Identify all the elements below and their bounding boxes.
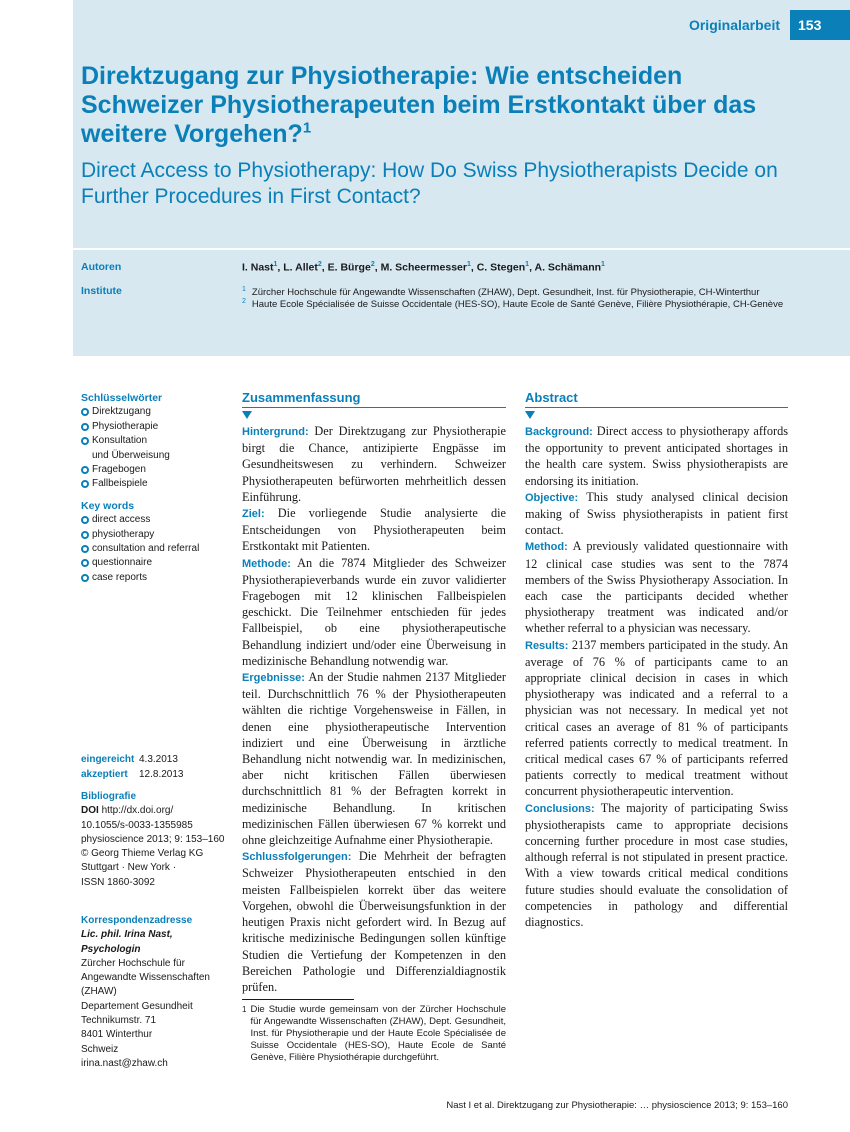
- abstract-paragraph: [525, 637, 788, 800]
- institute-1-number: 1: [242, 286, 246, 293]
- circle-bullet-icon: [81, 574, 89, 582]
- footnote-mark: 1: [242, 1005, 247, 1014]
- keyword-de-item: [81, 434, 231, 463]
- accepted-date: 12.8.2013: [139, 769, 184, 780]
- circle-bullet-icon: [81, 480, 89, 488]
- keyword-de-text: Konsultation: [92, 435, 148, 447]
- keywords-en-list: [81, 513, 231, 585]
- abstract-lead: Objective:: [525, 491, 579, 504]
- author-name: C. Stegen: [476, 261, 526, 274]
- zusammenfassung-text: An der Studie nahmen 2137 Mitglieder teil. Durchschnittlich 76 % der Physiotherapeuten wählten die richtige Vorgehensweise in Fällen, in denen eine physiotherapeutische Intervention indiziert und eine Überweisung in ärztliche Behandlung nicht notwendig war. In medizinischen, aber nicht kritischen Fällen überwiesen durchschnittlich 81 % der Befragten korrekt in medizinische Behandlung. In kritischen medizinischen Fällen überwiesen 67 % korrekt und ohne gleichzeitige Aufnahme einer Physiotherapie.: [242, 670, 506, 848]
- abstract-text: 2137 members participated in the study. An average of 76 % of participants came to an appropriate clinical decision in cases in which physiotherapy was indicated and a referral to a physician was not necessary. In medical yet not critical cases an average of 81 % of participants referred patients correctly to medical treatment. In critical medical cases 67 % of participants referred patients correctly to medical treatment without concurrent physiotherapeutic intervention.: [525, 637, 788, 799]
- abstract-text: This study analysed clinical decision making of Swiss physiotherapists in patient first contact.: [525, 489, 788, 538]
- author-affiliation: 2: [317, 261, 322, 268]
- abstract-text: Direct access to physiotherapy affords the opportunity to prevent anticipated shortages in the health care system. Swiss physiotherapists are endorsing its initiation.: [525, 424, 788, 488]
- keyword-en-text: physiotherapy: [92, 528, 155, 540]
- circle-bullet-icon: [81, 531, 89, 539]
- institute-1-text: Zürcher Hochschule für Angewandte Wissenschaften (ZHAW), Dept. Gesundheit, Inst. für Physiotherapie, CH-Winterthur: [251, 287, 760, 299]
- zusammenfassung-body: [242, 423, 506, 995]
- zusammenfassung-paragraph: [242, 423, 506, 505]
- accepted-label: akzeptiert: [81, 769, 128, 780]
- zusammenfassung-heading: [242, 390, 506, 405]
- correspondence-label: Korrespondenzadresse: [81, 915, 193, 926]
- keyword-en-item: [81, 542, 231, 556]
- title-german: [81, 62, 801, 149]
- abstract-heading-text: Abstract: [525, 390, 578, 405]
- address-line: Departement Gesundheit: [81, 1000, 193, 1012]
- abstract-lead: Results:: [525, 639, 569, 652]
- institute-2-text: Haute Ecole Spécialisée de Suisse Occidentale (HES-SO), Haute Ecole de Santé Genève, Filière Physiothérapie, CH-Genève: [251, 299, 784, 311]
- footnote-text: Die Studie wurde gemeinsam von der Zürcher Hochschule für Angewandte Wissenschaften (ZHAW), Dept. Gesundheit, Inst. für Physiotherapie und der Haute Ecole Spécialisée de Suisse Occidentale (HES-SO), Haute Ecole de Santé Genève, Filière Physiothérapie durchgeführt.: [250, 1004, 506, 1063]
- address-line: Zürcher Hochschule für: [81, 957, 185, 969]
- zusammenfassung-paragraph: [242, 669, 506, 848]
- keywords-de-list: [81, 405, 231, 491]
- circle-bullet-icon: [81, 466, 89, 474]
- circle-bullet-icon: [81, 437, 89, 445]
- keywords-en-label: Key words: [81, 499, 135, 512]
- keyword-de-item: [81, 477, 231, 491]
- zusammenfassung-rule: [242, 407, 506, 408]
- triangle-down-icon: [525, 411, 535, 419]
- zusammenfassung-text: Die Mehrheit der befragten Schweizer Physiotherapeuten entschied in den meisten Fallbeispielen korrekt über das weitere Vorgehen, obwohl die Überweisungsfunktion in der heutigen Praxis nicht gefordert wird. In Bezug auf kritische medizinische Bedingungen sollen künftige Studien die Vertiefung der Kompetenzen in den Bereichen Pathologie und Differenzialdiagnostik prüfen.: [242, 849, 506, 994]
- title-english: Direct Access to Physiotherapy: How Do Swiss Physiotherapists Decide on Further Procedures in First Contact?: [81, 159, 778, 208]
- circle-bullet-icon: [81, 408, 89, 416]
- author-affiliation: 1: [601, 261, 605, 268]
- keywords-sidebar: [81, 391, 231, 585]
- address-line: Angewandte Wissenschaften: [81, 972, 210, 984]
- keyword-de-text: Fallbeispiele: [92, 478, 148, 490]
- doi-label: DOI: [81, 805, 99, 817]
- keyword-en-text: consultation and referral: [92, 543, 200, 555]
- address-line: Schweiz: [81, 1043, 119, 1055]
- keyword-en-item: [81, 556, 231, 570]
- abstract-paragraph: [525, 489, 788, 539]
- circle-bullet-icon: [81, 423, 89, 431]
- institutes-label: Institute: [81, 285, 122, 297]
- zusammenfassung-paragraph: [242, 505, 506, 555]
- author-affiliation: 1: [466, 261, 471, 268]
- abstract-lead: Background:: [525, 426, 593, 438]
- abstract-paragraph: [525, 800, 788, 931]
- author-affiliation: 2: [370, 261, 375, 268]
- received-row: [81, 752, 231, 767]
- abstract-body: [525, 423, 788, 930]
- zusammenfassung-lead: Methode:: [242, 557, 291, 570]
- institute-2: [242, 298, 783, 310]
- abstract-lead: Conclusions:: [525, 802, 595, 815]
- received-date: 4.3.2013: [139, 754, 178, 765]
- bibliography-block: [81, 790, 231, 890]
- institute-1: [242, 286, 760, 298]
- correspondence-block: [81, 914, 231, 1071]
- keyword-en-item: [81, 528, 231, 542]
- accepted-row: [81, 767, 231, 782]
- keyword-de-text-cont: und Überweisung: [92, 449, 170, 461]
- author-name: A. Schämann: [534, 261, 602, 274]
- keyword-de-text: Physiotherapie: [92, 420, 159, 432]
- keyword-en-item: [81, 571, 231, 585]
- bib-line: physioscience 2013; 9: 153–160: [81, 833, 225, 845]
- correspondent-name: Lic. phil. Irina Nast,: [81, 929, 173, 941]
- zusammenfassung-text: An die 7874 Mitglieder des Schweizer Physiotherapieverbands wurde ein zuvor validierter Fragebogen mit 12 klinischen Fallbeispielen geschickt. Die Teilnehmer entschieden für jedes Fallbeispiel, ob eine physiotherapeutische Behandlung indiziert und/oder eine Überweisung in medizinische Behandlung notwendig war.: [242, 555, 506, 668]
- footnote: [242, 999, 506, 1064]
- author-name: M. Scheermesser: [380, 261, 467, 274]
- zusammenfassung-lead: Ergebnisse:: [242, 672, 305, 685]
- authors-line: I. Nast$^1$, L. Allet$^2$, E. Bürge$^2$, M. Scheermesser$^1$, C. Stegen$^1$, A. Schämann$^1$: [242, 261, 605, 274]
- keyword-en-text: questionnaire: [92, 557, 153, 569]
- title-footnote-mark: 1: [302, 119, 312, 137]
- keyword-de-text: Direktzugang: [92, 406, 151, 418]
- keyword-de-item: [81, 463, 231, 477]
- abstract-rule: [525, 407, 788, 408]
- address-line: 8401 Winterthur: [81, 1029, 153, 1041]
- keyword-en-text: direct access: [92, 514, 151, 526]
- zusammenfassung-paragraph: [242, 555, 506, 669]
- author-affiliation: 1: [273, 261, 278, 268]
- bib-line: 10.1055/s-0033-1355985: [81, 819, 193, 831]
- doi-url[interactable]: http://dx.doi.org/: [101, 805, 174, 817]
- zusammenfassung-lead: Ziel:: [242, 508, 265, 521]
- keyword-de-item: [81, 420, 231, 434]
- author-affiliation: 1: [525, 261, 530, 268]
- abstract-paragraph: [525, 538, 788, 636]
- circle-bullet-icon: [81, 545, 89, 553]
- author-name: E. Bürge: [327, 261, 371, 274]
- triangle-down-icon: [242, 411, 252, 419]
- correspondent-title: Psychologin: [81, 943, 141, 955]
- footnote-entry: [242, 1004, 506, 1064]
- email-link[interactable]: irina.nast@zhaw.ch: [81, 1057, 168, 1069]
- footnote-rule: [242, 999, 354, 1000]
- institute-2-number: 2: [242, 298, 246, 305]
- page-number: 153: [790, 10, 850, 40]
- abstract-text: The majority of participating Swiss physiotherapists came to appropriate decisions concerning further procedure in most case studies, although referral is not stipulated in present practice. With a view towards critical medical conditions future studies should evaluate the consolidation of competencies in pathology and differential diagnostics.: [525, 800, 788, 930]
- received-label: eingereicht: [81, 754, 135, 765]
- bib-line: ISSN 1860-3092: [81, 876, 155, 888]
- author-name: L. Allet: [283, 261, 318, 274]
- keyword-de-text: Fragebogen: [92, 464, 146, 476]
- section-label: Originalarbeit: [688, 17, 780, 33]
- abstract-lead: Method:: [525, 541, 568, 554]
- header-divider: [73, 248, 850, 250]
- bibliography-label: Bibliografie: [81, 791, 137, 802]
- zusammenfassung-text: Der Direktzugang zur Physiotherapie birgt die Chance, antizipierte Engpässe im Gesundheitswesen zu verhindern. Schweizer Physiotherapeuten befürworten mehrheitlich dessen Einführung.: [242, 424, 506, 504]
- address-line: (ZHAW): [81, 986, 117, 998]
- zusammenfassung-text: Die vorliegende Studie analysierte die Entscheidungen von Physiotherapeuten beim Erstkontakt mit Patienten.: [242, 506, 506, 554]
- title-german-text: Direktzugang zur Physiotherapie: Wie entscheiden Schweizer Physiotherapeuten beim Erstkontakt über das weitere Vorgehen?: [81, 62, 757, 148]
- zusammenfassung-heading-text: Zusammenfassung: [242, 390, 361, 405]
- authors-label: Autoren: [81, 261, 122, 273]
- doi-line: [81, 804, 231, 818]
- circle-bullet-icon: [81, 559, 89, 567]
- author-name: I. Nast: [242, 261, 274, 274]
- keyword-en-item: [81, 513, 231, 527]
- abstract-heading: [525, 390, 788, 405]
- keyword-en-text: case reports: [92, 571, 148, 583]
- address-line: Technikumstr. 71: [81, 1015, 157, 1027]
- zusammenfassung-lead: Hintergrund:: [242, 426, 309, 438]
- dates-block: [81, 752, 231, 782]
- keyword-de-item: [81, 405, 231, 419]
- zusammenfassung-paragraph: [242, 848, 506, 995]
- bib-line: Stuttgart · New York ·: [81, 862, 177, 874]
- zusammenfassung-lead: Schlussfolgerungen:: [242, 851, 352, 864]
- abstract-paragraph: [525, 423, 788, 489]
- circle-bullet-icon: [81, 516, 89, 524]
- abstract-text: A previously validated questionnaire with 12 clinical case studies was sent to the 7874 members of the Swiss Physiotherapy Association. In each case the participants decided whether physiotherapy treatment was indicated and/or whether referral to a physician was necessary.: [525, 539, 788, 636]
- keywords-de-label: Schlüsselwörter: [81, 392, 163, 404]
- running-footer: Nast I et al. Direktzugang zur Physiotherapie: … physioscience 2013; 9: 153–160: [446, 1100, 788, 1111]
- bib-line: © Georg Thieme Verlag KG: [81, 848, 204, 860]
